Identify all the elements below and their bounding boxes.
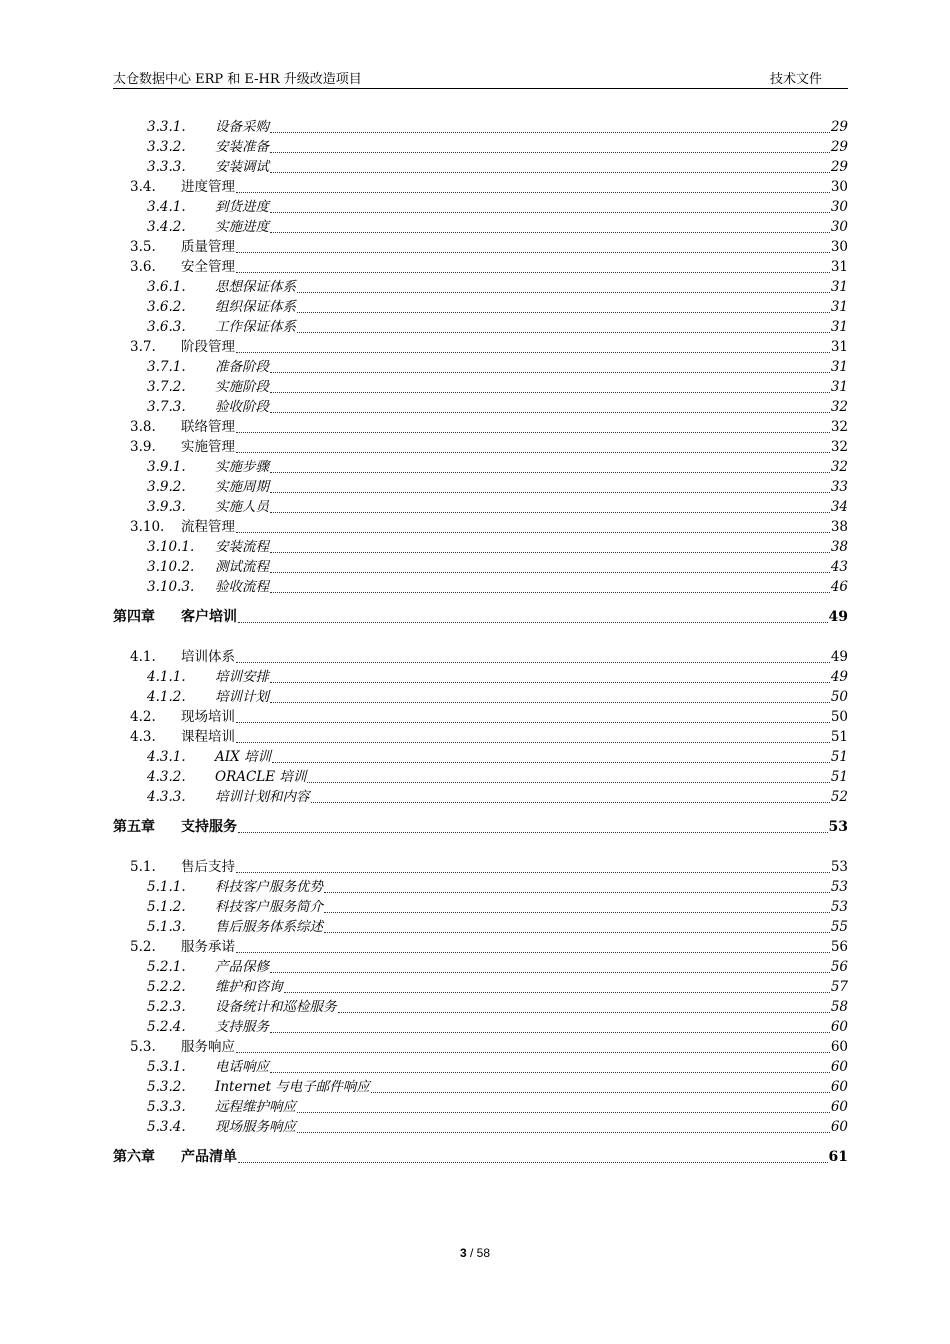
toc-entry-number: 3.10. <box>130 519 165 535</box>
header-doc-type: 技术文件 <box>769 72 822 87</box>
toc-entry-number: 3.7.3. <box>147 399 186 415</box>
toc-entry-page: 53 <box>830 879 848 895</box>
toc-entry[interactable] <box>130 856 848 876</box>
toc-entry-page: 53 <box>830 859 848 875</box>
toc-entry-page: 46 <box>830 579 848 595</box>
toc-entry-title: 产品清单 <box>181 1149 237 1165</box>
toc-entry[interactable] <box>147 216 848 236</box>
toc-entry-page: 53 <box>830 899 848 915</box>
toc-entry-number: 5.2.3. <box>147 999 186 1015</box>
toc-entry-page: 29 <box>830 119 848 135</box>
toc-dot-leader <box>236 1051 830 1053</box>
toc-entry[interactable] <box>147 1056 848 1076</box>
toc-entry[interactable] <box>147 976 848 996</box>
toc-dot-leader <box>324 931 830 933</box>
toc-dot-leader <box>270 681 830 683</box>
toc-entry-title: 售后支持 <box>181 859 235 875</box>
toc-dot-leader <box>270 171 830 173</box>
toc-dot-leader <box>270 411 830 413</box>
toc-entry-number: 3.6.1. <box>147 279 186 295</box>
toc-entry-page: 56 <box>830 939 848 955</box>
toc-entry[interactable] <box>147 576 848 596</box>
toc-entry-title: 安装流程 <box>215 539 269 555</box>
toc-entry-number: 第四章 <box>113 609 155 625</box>
toc-dot-leader <box>311 801 830 803</box>
toc-entry-title: ORACLE 培训 <box>215 769 307 785</box>
toc-entry-number: 5.3.4. <box>147 1119 186 1135</box>
toc-entry-page: 61 <box>828 1149 848 1165</box>
toc-entry-page: 38 <box>830 539 848 555</box>
toc-entry[interactable] <box>147 496 848 516</box>
toc-entry[interactable] <box>130 726 848 746</box>
toc-entry[interactable] <box>147 896 848 916</box>
toc-entry-title: 现场服务响应 <box>215 1119 296 1135</box>
toc-entry-title: 设备采购 <box>215 119 269 135</box>
toc-dot-leader <box>236 951 830 953</box>
toc-entry-title: 工作保证体系 <box>215 319 296 335</box>
toc-entry[interactable] <box>130 516 848 536</box>
toc-dot-leader <box>236 721 830 723</box>
toc-entry-title: 验收阶段 <box>215 399 269 415</box>
toc-entry-number: 3.5. <box>130 239 156 255</box>
toc-entry-page: 31 <box>830 259 848 275</box>
toc-dot-leader <box>297 291 830 293</box>
toc-entry-title: 产品保修 <box>215 959 269 975</box>
toc-entry[interactable] <box>147 666 848 686</box>
toc-entry-title: 安装准备 <box>215 139 269 155</box>
toc-entry[interactable] <box>147 1076 848 1096</box>
toc-entry-page: 29 <box>830 159 848 175</box>
toc-entry-number: 4.2. <box>130 709 156 725</box>
toc-dot-leader <box>236 741 830 743</box>
toc-entry-title: 质量管理 <box>181 239 235 255</box>
toc-entry-title: 验收流程 <box>215 579 269 595</box>
toc-entry-page: 49 <box>830 649 848 665</box>
toc-dot-leader <box>270 391 830 393</box>
toc-dot-leader <box>270 491 830 493</box>
toc-dot-leader <box>236 271 830 273</box>
toc-entry-page: 60 <box>830 1079 848 1095</box>
toc-entry-title: 流程管理 <box>181 519 235 535</box>
toc-entry-number: 3.4. <box>130 179 156 195</box>
toc-entry-number: 5.1.2. <box>147 899 186 915</box>
toc-dot-leader <box>236 531 830 533</box>
toc-entry-page: 55 <box>830 919 848 935</box>
toc-entry-page: 33 <box>830 479 848 495</box>
toc-entry-page: 49 <box>828 609 848 625</box>
toc-entry-title: 实施进度 <box>215 219 269 235</box>
toc-entry-number: 5.2.2. <box>147 979 186 995</box>
toc-entry[interactable] <box>113 606 848 626</box>
toc-entry-title: 实施人员 <box>215 499 269 515</box>
toc-entry-number: 4.3.2. <box>147 769 186 785</box>
toc-entry[interactable] <box>147 916 848 936</box>
toc-entry-page: 49 <box>830 669 848 685</box>
toc-dot-leader <box>236 431 830 433</box>
toc-entry[interactable] <box>147 476 848 496</box>
toc-entry-page: 52 <box>830 789 848 805</box>
toc-entry-number: 5.3.2. <box>147 1079 186 1095</box>
toc-entry-title: 实施管理 <box>181 439 235 455</box>
toc-entry-number: 3.8. <box>130 419 156 435</box>
toc-entry[interactable] <box>147 1116 848 1136</box>
toc-entry-title: 电话响应 <box>215 1059 269 1075</box>
toc-dot-leader <box>270 131 830 133</box>
toc-entry-title: 培训计划和内容 <box>215 789 310 805</box>
toc-entry[interactable] <box>147 136 848 156</box>
toc-entry-page: 60 <box>830 1039 848 1055</box>
toc-entry-number: 3.9. <box>130 439 156 455</box>
toc-entry[interactable] <box>130 256 848 276</box>
toc-entry-number: 3.10.1. <box>147 539 195 555</box>
toc-entry[interactable] <box>147 296 848 316</box>
toc-dot-leader <box>284 991 830 993</box>
toc-entry-title: 服务承诺 <box>181 939 235 955</box>
toc-dot-leader <box>324 891 830 893</box>
toc-dot-leader <box>270 371 830 373</box>
page-separator: / <box>466 1246 477 1260</box>
toc-entry-page: 58 <box>830 999 848 1015</box>
toc-entry-number: 4.1.2. <box>147 689 186 705</box>
toc-entry-title: 维护和咨询 <box>215 979 283 995</box>
toc-entry-page: 60 <box>830 1099 848 1115</box>
toc-entry-page: 51 <box>830 749 848 765</box>
toc-dot-leader <box>272 761 830 763</box>
toc-entry-page: 57 <box>830 979 848 995</box>
toc-entry-page: 34 <box>830 499 848 515</box>
toc-entry-title: 到货进度 <box>215 199 269 215</box>
toc-dot-leader <box>270 511 830 513</box>
toc-entry-title: 测试流程 <box>215 559 269 575</box>
toc-entry-number: 3.3.2. <box>147 139 186 155</box>
toc-entry-title: 支持服务 <box>215 1019 269 1035</box>
toc-entry-title: 培训体系 <box>181 649 235 665</box>
toc-entry-title: 思想保证体系 <box>215 279 296 295</box>
page-header <box>113 66 848 89</box>
toc-dot-leader <box>238 831 828 833</box>
toc-entry-number: 5.3. <box>130 1039 156 1055</box>
toc-entry[interactable] <box>130 1036 848 1056</box>
toc-entry-page: 50 <box>830 709 848 725</box>
toc-entry-title: 组织保证体系 <box>215 299 296 315</box>
page-footer <box>0 1246 950 1260</box>
toc-dot-leader <box>297 331 830 333</box>
toc-entry-number: 4.3.1. <box>147 749 186 765</box>
toc-entry-title: 售后服务体系综述 <box>215 919 323 935</box>
toc-entry[interactable] <box>130 416 848 436</box>
toc-entry-page: 43 <box>830 559 848 575</box>
toc-entry-number: 5.3.3. <box>147 1099 186 1115</box>
toc-entry-title: 设备统计和巡检服务 <box>215 999 337 1015</box>
toc-entry-number: 3.6.2. <box>147 299 186 315</box>
toc-entry[interactable] <box>147 116 848 136</box>
toc-entry-number: 4.3.3. <box>147 789 186 805</box>
toc-entry[interactable] <box>147 156 848 176</box>
toc-entry-page: 60 <box>830 1019 848 1035</box>
toc-entry-number: 3.3.1. <box>147 119 186 135</box>
toc-dot-leader <box>297 1131 830 1133</box>
toc-dot-leader <box>236 251 830 253</box>
toc-entry[interactable] <box>147 766 848 786</box>
toc-entry-page: 31 <box>830 379 848 395</box>
toc-dot-leader <box>236 451 830 453</box>
toc-dot-leader <box>307 781 829 783</box>
toc-entry-number: 5.1.1. <box>147 879 186 895</box>
toc-dot-leader <box>270 971 830 973</box>
toc-dot-leader <box>270 471 830 473</box>
toc-entry[interactable] <box>130 336 848 356</box>
toc-entry-title: 联络管理 <box>181 419 235 435</box>
toc-entry-number: 5.1.3. <box>147 919 186 935</box>
toc-dot-leader <box>236 871 830 873</box>
toc-dot-leader <box>270 591 830 593</box>
toc-entry[interactable] <box>147 456 848 476</box>
toc-entry-title: 科技客户服务优势 <box>215 879 323 895</box>
toc-entry-title: 客户培训 <box>181 609 237 625</box>
toc-entry-number: 3.4.1. <box>147 199 186 215</box>
toc-entry[interactable] <box>147 876 848 896</box>
toc-dot-leader <box>238 621 828 623</box>
toc-entry-title: 远程维护响应 <box>215 1099 296 1115</box>
toc-entry[interactable] <box>147 1016 848 1036</box>
toc-entry-number: 第六章 <box>113 1149 155 1165</box>
toc-dot-leader <box>270 1031 830 1033</box>
toc-entry-title: 实施步骤 <box>215 459 269 475</box>
toc-dot-leader <box>236 351 830 353</box>
toc-entry-title: Internet 与电子邮件响应 <box>215 1079 370 1095</box>
toc-entry-number: 3.10.2. <box>147 559 195 575</box>
toc-entry-title: 安全管理 <box>181 259 235 275</box>
toc-dot-leader <box>270 1071 830 1073</box>
toc-entry-title: 支持服务 <box>181 819 237 835</box>
toc-dot-leader <box>297 1111 830 1113</box>
toc-entry[interactable] <box>147 1096 848 1116</box>
toc-dot-leader <box>236 661 830 663</box>
toc-entry[interactable] <box>147 276 848 296</box>
toc-entry-title: 实施阶段 <box>215 379 269 395</box>
toc-entry-title: 准备阶段 <box>215 359 269 375</box>
toc-entry-number: 3.9.1. <box>147 459 186 475</box>
toc-entry-page: 32 <box>830 439 848 455</box>
toc-dot-leader <box>238 1161 828 1163</box>
total-pages: 58 <box>476 1246 491 1260</box>
toc-entry[interactable] <box>130 436 848 456</box>
toc-entry[interactable] <box>147 316 848 336</box>
toc-entry-page: 31 <box>830 339 848 355</box>
toc-entry-title: 培训安排 <box>215 669 269 685</box>
toc-entry[interactable] <box>113 1146 848 1166</box>
toc-entry-title: 现场培训 <box>181 709 235 725</box>
toc-entry[interactable] <box>147 996 848 1016</box>
toc-entry-page: 30 <box>830 199 848 215</box>
toc-entry-number: 3.4.2. <box>147 219 186 235</box>
current-page-number: 3 <box>459 1246 467 1260</box>
toc-dot-leader <box>270 151 830 153</box>
toc-entry[interactable] <box>147 786 848 806</box>
toc-entry-page: 38 <box>830 519 848 535</box>
toc-entry-page: 31 <box>830 299 848 315</box>
toc-entry[interactable] <box>113 816 848 836</box>
toc-entry-page: 60 <box>830 1119 848 1135</box>
toc-entry-number: 3.9.2. <box>147 479 186 495</box>
toc-dot-leader <box>338 1011 830 1013</box>
toc-entry-page: 51 <box>830 769 848 785</box>
toc-entry-page: 60 <box>830 1059 848 1075</box>
toc-entry[interactable] <box>130 646 848 666</box>
toc-entry-number: 3.7.2. <box>147 379 186 395</box>
toc-entry[interactable] <box>147 356 848 376</box>
toc-entry[interactable] <box>147 536 848 556</box>
toc-entry-page: 31 <box>830 279 848 295</box>
toc-entry-number: 3.3.3. <box>147 159 186 175</box>
toc-entry-number: 5.2.1. <box>147 959 186 975</box>
toc-entry-page: 30 <box>830 239 848 255</box>
toc-dot-leader <box>270 701 830 703</box>
toc-entry-page: 30 <box>830 219 848 235</box>
toc-entry-page: 51 <box>830 729 848 745</box>
toc-entry[interactable] <box>147 396 848 416</box>
toc-dot-leader <box>270 211 830 213</box>
toc-entry-title: 安装调试 <box>215 159 269 175</box>
toc-entry[interactable] <box>147 376 848 396</box>
toc-entry-number: 3.7.1. <box>147 359 186 375</box>
toc-dot-leader <box>324 911 830 913</box>
toc-dot-leader <box>270 571 830 573</box>
toc-entry-number: 5.2.4. <box>147 1019 186 1035</box>
toc-entry-title: 进度管理 <box>181 179 235 195</box>
toc-entry-page: 31 <box>830 319 848 335</box>
toc-entry[interactable] <box>130 936 848 956</box>
toc-entry-number: 3.6.3. <box>147 319 186 335</box>
toc-entry[interactable] <box>130 236 848 256</box>
toc-entry[interactable] <box>130 176 848 196</box>
toc-entry[interactable] <box>130 706 848 726</box>
header-project-title: 太仓数据中心 ERP 和 E-HR 升级改造项目 <box>113 72 362 87</box>
toc-entry-page: 53 <box>828 819 848 835</box>
toc-entry-page: 32 <box>830 399 848 415</box>
toc-entry-page: 32 <box>830 459 848 475</box>
toc-entry-page: 56 <box>830 959 848 975</box>
toc-entry[interactable] <box>147 746 848 766</box>
toc-entry-title: 阶段管理 <box>181 339 235 355</box>
toc-entry[interactable] <box>147 196 848 216</box>
toc-entry-title: 实施周期 <box>215 479 269 495</box>
toc-entry[interactable] <box>147 686 848 706</box>
toc-dot-leader <box>297 311 830 313</box>
toc-entry-page: 30 <box>830 179 848 195</box>
toc-entry[interactable] <box>147 556 848 576</box>
toc-entry-number: 5.2. <box>130 939 156 955</box>
toc-entry-page: 31 <box>830 359 848 375</box>
toc-entry-page: 29 <box>830 139 848 155</box>
toc-entry-title: 服务响应 <box>181 1039 235 1055</box>
toc-entry-number: 3.7. <box>130 339 156 355</box>
toc-entry-title: 课程培训 <box>181 729 235 745</box>
toc-dot-leader <box>270 231 830 233</box>
toc-entry-title: 培训计划 <box>215 689 269 705</box>
toc-entry-number: 第五章 <box>113 819 155 835</box>
toc-entry-title: 科技客户服务简介 <box>215 899 323 915</box>
toc-entry-title: AIX 培训 <box>215 749 271 765</box>
toc-entry-page: 50 <box>830 689 848 705</box>
toc-entry-page: 32 <box>830 419 848 435</box>
toc-entry-number: 5.3.1. <box>147 1059 186 1075</box>
toc-entry-number: 3.9.3. <box>147 499 186 515</box>
toc-dot-leader <box>371 1091 830 1093</box>
toc-entry-number: 5.1. <box>130 859 156 875</box>
toc-entry-number: 4.1.1. <box>147 669 186 685</box>
toc-dot-leader <box>270 551 830 553</box>
toc-dot-leader <box>236 191 830 193</box>
toc-entry-number: 4.1. <box>130 649 156 665</box>
toc-entry[interactable] <box>147 956 848 976</box>
toc-entry-number: 3.10.3. <box>147 579 195 595</box>
toc-entry-number: 4.3. <box>130 729 156 745</box>
toc-entry-number: 3.6. <box>130 259 156 275</box>
